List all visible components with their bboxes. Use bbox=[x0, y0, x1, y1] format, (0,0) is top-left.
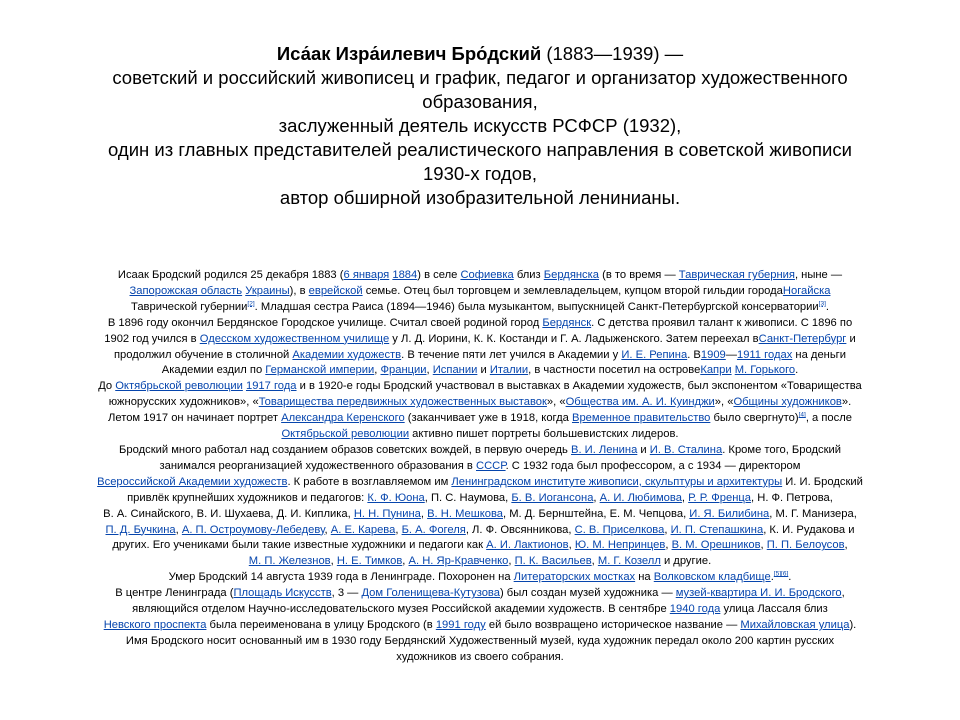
text-segment: , bbox=[665, 539, 672, 552]
body-line bbox=[24, 300, 936, 316]
text-link[interactable]: М. П. Железнов bbox=[248, 555, 331, 568]
text-link[interactable]: Ю. М. Непринцев bbox=[574, 539, 666, 552]
text-segment: . В bbox=[687, 348, 701, 361]
text-link[interactable]: А. И. Лактионов bbox=[486, 539, 569, 552]
text-link[interactable]: Б. А. Фогеля bbox=[401, 523, 466, 536]
text-link[interactable]: СССР bbox=[475, 459, 506, 472]
text-link[interactable]: Октябрьской революции bbox=[281, 428, 410, 441]
text-segment: и в 1920-е годы Бродский участвовал в выставках в Академии художеств, был экспонентом «Товарищества bbox=[296, 380, 862, 393]
text-link[interactable]: 1991 году bbox=[435, 618, 486, 631]
text-link[interactable]: М. Г. Козелл bbox=[597, 555, 661, 568]
text-link[interactable]: Софиевка bbox=[460, 269, 514, 281]
text-link[interactable]: Бердянск bbox=[542, 316, 592, 329]
text-segment: (1883—1939) — bbox=[541, 43, 684, 64]
text-segment: , bbox=[681, 491, 689, 504]
text-segment: , bbox=[395, 523, 402, 536]
body-line bbox=[24, 586, 936, 602]
text-segment: , Н. Ф. Петрова, bbox=[751, 491, 833, 504]
body-line bbox=[24, 507, 936, 523]
text-segment: на bbox=[635, 571, 654, 584]
footnote-link[interactable]: [3] bbox=[818, 300, 826, 308]
body-line bbox=[24, 554, 936, 570]
text-segment: , П. С. Наумова, bbox=[424, 491, 512, 504]
body-line bbox=[24, 363, 936, 379]
text-segment: ) был создан музей художника — bbox=[499, 587, 676, 600]
text-segment: продолжил обучение в столичной bbox=[113, 348, 293, 361]
footnote-link[interactable]: [2] bbox=[247, 300, 255, 308]
text-link[interactable]: С. В. Приселкова bbox=[574, 523, 665, 536]
text-segment: привлёк крупнейших художников и педагогов: bbox=[127, 491, 368, 504]
text-segment: , bbox=[175, 523, 182, 536]
text-segment: ), в bbox=[289, 284, 309, 297]
text-link[interactable]: Площадь Искусств bbox=[233, 587, 332, 600]
text-link[interactable]: Товарищества передвижных художественных выставок bbox=[258, 396, 547, 409]
text-link[interactable]: Александра Керенского bbox=[281, 412, 405, 425]
text-segment: . Кроме того, Бродский bbox=[722, 443, 841, 456]
footnote-link[interactable]: [5][6] bbox=[773, 570, 789, 578]
body-line bbox=[24, 475, 936, 491]
body-line bbox=[24, 379, 936, 395]
text-segment: активно пишет портреты большевистских лидеров. bbox=[409, 428, 679, 441]
text-link[interactable]: В. М. Орешников bbox=[671, 539, 761, 552]
text-segment: . bbox=[788, 571, 792, 584]
text-segment: . С 1932 года был профессором, а с 1934 — директором bbox=[505, 459, 801, 472]
body-line bbox=[24, 634, 936, 650]
body-line bbox=[24, 348, 936, 364]
text-link[interactable]: 1917 года bbox=[245, 380, 297, 393]
text-link[interactable]: Капри bbox=[700, 364, 732, 377]
text-segment: , ныне — bbox=[794, 269, 843, 281]
text-link[interactable]: А. И. Любимова bbox=[599, 491, 682, 504]
body-line bbox=[24, 538, 936, 554]
slide-header bbox=[0, 42, 960, 210]
text-link[interactable]: Общины художников bbox=[733, 396, 842, 409]
body-line bbox=[24, 443, 936, 459]
text-segment: ». bbox=[841, 396, 852, 409]
text-segment: являющийся отделом Научно-исследовательского музея Российской академии художеств. В сентябре bbox=[132, 603, 670, 616]
text-link[interactable]: Санкт-Петербург bbox=[758, 332, 847, 345]
text-segment: », « bbox=[714, 396, 734, 409]
text-segment: , bbox=[591, 555, 598, 568]
text-link[interactable]: Бердянска bbox=[543, 269, 600, 281]
text-segment: В центре Ленинграда ( bbox=[115, 587, 234, 600]
text-segment: , bbox=[568, 539, 575, 552]
text-segment: Умер Бродский 14 августа 1939 года в Ленинграде. Похоронен на bbox=[168, 571, 514, 584]
body-line bbox=[24, 427, 936, 443]
text-link[interactable]: еврейской bbox=[308, 284, 363, 297]
text-segment: было свергнуто) bbox=[710, 412, 799, 425]
text-link[interactable]: Всероссийской Академии художеств bbox=[97, 475, 288, 488]
text-link[interactable]: Испании bbox=[432, 364, 478, 377]
text-segment: Имя Бродского носит основанный им в 1930 году Бердянский Художественный музей, куда художник передал около 200 картин русских bbox=[125, 634, 835, 647]
text-link[interactable]: И. Я. Билибина bbox=[689, 507, 770, 520]
body-line bbox=[24, 650, 936, 666]
text-link[interactable]: Н. Е. Тимков bbox=[336, 555, 403, 568]
text-segment: художников из своего собрания. bbox=[396, 650, 564, 663]
body-line bbox=[24, 618, 936, 634]
text-link[interactable]: Германской империи bbox=[265, 364, 375, 377]
header-line bbox=[0, 66, 960, 90]
body-line bbox=[24, 395, 936, 411]
text-link[interactable]: Волковском кладбище bbox=[653, 571, 771, 584]
text-segment: . В течение пяти лет учился в Академии у bbox=[401, 348, 622, 361]
text-segment: занимался реорганизацией художественного образования в bbox=[159, 459, 476, 472]
text-segment: советский и российский живописец и график, педагог и организатор художественного bbox=[112, 67, 848, 88]
biography-text bbox=[24, 268, 936, 666]
text-segment: один из главных представителей реалистического направления в советской живописи bbox=[108, 139, 852, 160]
text-segment: В. А. Синайского, В. И. Шухаева, Д. И. Киплика, bbox=[103, 507, 354, 520]
text-segment: ) в селе bbox=[417, 269, 461, 281]
body-line bbox=[24, 459, 936, 475]
text-link[interactable]: М. Горького bbox=[734, 364, 796, 377]
body-line bbox=[24, 268, 936, 284]
text-link[interactable]: И. Е. Репина bbox=[621, 348, 688, 361]
person-name: Иса́ак Изра́илевич Бро́дский bbox=[276, 43, 542, 64]
text-link[interactable]: Временное правительство bbox=[571, 412, 711, 425]
text-link[interactable]: Общества им. А. И. Куинджи bbox=[565, 396, 715, 409]
text-segment: Бродский много работал над созданием образов советских вождей, в первую очередь bbox=[119, 443, 571, 456]
text-segment: , bbox=[426, 364, 433, 377]
text-link[interactable]: Б. В. Иогансона bbox=[511, 491, 594, 504]
header-line bbox=[0, 90, 960, 114]
text-link[interactable]: Р. Р. Френца bbox=[688, 491, 752, 504]
text-segment: », « bbox=[546, 396, 566, 409]
text-link[interactable]: Литераторских мостках bbox=[513, 571, 636, 584]
footnote-ref bbox=[247, 300, 254, 307]
text-link[interactable]: А. Е. Карева bbox=[330, 523, 396, 536]
text-segment: Исаак Бродский родился 25 декабря 1883 ( bbox=[117, 269, 344, 281]
text-segment: . К работе в возглавляемом им bbox=[287, 475, 452, 488]
text-segment: , а после bbox=[805, 412, 852, 425]
text-link[interactable]: Италии bbox=[489, 364, 529, 377]
text-segment: и bbox=[637, 443, 650, 456]
footnote-ref bbox=[819, 300, 826, 307]
text-segment: близ bbox=[513, 269, 544, 281]
body-line bbox=[24, 491, 936, 507]
text-link[interactable]: Ногайска bbox=[782, 284, 831, 297]
body-line bbox=[24, 332, 936, 348]
text-segment: , bbox=[760, 539, 767, 552]
text-segment: , К. И. Рудакова и bbox=[763, 523, 855, 536]
text-segment: , bbox=[374, 364, 381, 377]
text-link[interactable]: Украины bbox=[245, 284, 290, 297]
text-link[interactable]: музей-квартира И. И. Бродского bbox=[675, 587, 842, 600]
body-line bbox=[24, 523, 936, 539]
text-segment: , Л. Ф. Овсянникова, bbox=[465, 523, 575, 536]
text-link[interactable]: Франции bbox=[380, 364, 427, 377]
text-segment: ей было возвращено историческое название — bbox=[485, 618, 741, 631]
text-link[interactable]: И. П. Степашкина bbox=[670, 523, 764, 536]
body-line bbox=[24, 570, 936, 586]
header-line bbox=[0, 162, 960, 186]
body-line bbox=[24, 316, 936, 332]
text-segment: у Л. Д. Иорини, К. К. Костанди и Г. А. Ладыженского. Затем переехал в bbox=[389, 332, 759, 345]
text-link[interactable]: 1911 годах bbox=[736, 348, 793, 361]
text-segment: образования, bbox=[422, 91, 538, 112]
text-segment: была переименована в улицу Бродского (в bbox=[206, 618, 436, 631]
text-segment: , М. Г. Манизера, bbox=[769, 507, 857, 520]
text-link[interactable]: Дом Голенищева-Кутузова bbox=[361, 587, 500, 600]
text-segment: (в то время — bbox=[599, 269, 679, 281]
text-segment: , bbox=[844, 539, 848, 552]
text-link[interactable]: Одесском художественном училище bbox=[199, 332, 390, 345]
text-link[interactable]: Невского проспекта bbox=[103, 618, 207, 631]
text-segment: южнорусских художников», « bbox=[108, 396, 259, 409]
text-link[interactable]: В. И. Ленина bbox=[571, 443, 638, 456]
text-segment: 1902 год учился в bbox=[104, 332, 200, 345]
text-segment: И. И. Бродский bbox=[782, 475, 863, 488]
text-link[interactable]: Михайловская улица bbox=[740, 618, 850, 631]
text-segment: 1930-х годов, bbox=[423, 163, 537, 184]
body-line bbox=[24, 602, 936, 618]
text-segment: семье. Отец был торговцем и землевладельцем, купцом второй гильдии города bbox=[362, 284, 783, 297]
text-link[interactable]: 1909 bbox=[700, 348, 726, 361]
text-segment: Таврической губернии bbox=[131, 300, 248, 313]
text-segment: , bbox=[402, 555, 409, 568]
text-link[interactable]: П. К. Васильев bbox=[514, 555, 592, 568]
text-segment: В 1896 году окончил Бердянское Городское училище. Считал своей родиной город bbox=[107, 316, 543, 329]
header-line bbox=[0, 114, 960, 138]
text-segment: До bbox=[98, 380, 116, 393]
text-segment: — bbox=[725, 348, 737, 361]
footnote-ref bbox=[774, 570, 788, 577]
text-segment: (заканчивает уже в 1918, когда bbox=[404, 412, 572, 425]
text-segment: . С детства проявил талант к живописи. С 1896 по bbox=[591, 316, 853, 329]
text-link[interactable]: П. Д. Бучкина bbox=[105, 523, 176, 536]
text-link[interactable]: 6 января bbox=[343, 269, 390, 281]
text-segment: . bbox=[770, 571, 774, 584]
header-line bbox=[0, 42, 960, 66]
text-segment: на деньги bbox=[792, 348, 847, 361]
text-segment: , М. Д. Бернштейна, Е. М. Чепцова, bbox=[503, 507, 690, 520]
text-segment: , в частности посетил на острове bbox=[528, 364, 701, 377]
text-segment: Летом 1917 он начинает портрет bbox=[108, 412, 282, 425]
text-segment: и bbox=[846, 332, 856, 345]
text-link[interactable]: Академии художеств bbox=[292, 348, 402, 361]
text-segment: автор обширной изобразительной ленинианы. bbox=[279, 187, 681, 208]
text-segment: , bbox=[330, 555, 337, 568]
text-segment: и другие. bbox=[660, 555, 712, 568]
body-line bbox=[24, 284, 936, 300]
text-link[interactable]: Октябрьской революции bbox=[115, 380, 243, 393]
text-link[interactable]: 1884 bbox=[392, 269, 418, 281]
text-link[interactable]: Запорожская область bbox=[129, 284, 243, 297]
text-segment: . Младшая сестра Раиса (1894—1946) была музыкантом, выпускницей Санкт-Петербургской консерватории bbox=[254, 300, 819, 313]
text-link[interactable]: В. Н. Мешкова bbox=[427, 507, 503, 520]
text-segment: , bbox=[508, 555, 515, 568]
text-segment: . bbox=[825, 300, 829, 313]
body-line bbox=[24, 411, 936, 427]
text-link[interactable]: И. В. Сталина bbox=[649, 443, 723, 456]
header-line bbox=[0, 138, 960, 162]
text-link[interactable]: Н. Н. Пунина bbox=[353, 507, 421, 520]
text-link[interactable]: А. Н. Яр-Кравченко bbox=[408, 555, 509, 568]
text-link[interactable]: Таврическая губерния bbox=[678, 269, 795, 281]
text-link[interactable]: 1940 года bbox=[669, 603, 721, 616]
text-link[interactable]: К. Ф. Юона bbox=[367, 491, 425, 504]
text-segment: , bbox=[841, 587, 845, 600]
footnote-ref bbox=[799, 411, 806, 418]
text-segment: , bbox=[420, 507, 428, 520]
text-segment: ). bbox=[849, 618, 857, 631]
text-link[interactable]: П. П. Белоусов bbox=[766, 539, 845, 552]
text-segment: , bbox=[664, 523, 671, 536]
text-segment: , bbox=[593, 491, 600, 504]
footnote-link[interactable]: [4] bbox=[798, 411, 806, 419]
text-segment: , 3 — bbox=[331, 587, 362, 600]
text-segment: других. Его учениками были такие известные художники и педагоги как bbox=[112, 539, 487, 552]
header-line bbox=[0, 186, 960, 210]
text-segment: улица Лассаля близ bbox=[720, 603, 828, 616]
text-segment: и bbox=[477, 364, 490, 377]
text-link[interactable]: Ленинградском институте живописи, скульптуры и архитектуры bbox=[451, 475, 783, 488]
text-segment: Академии ездил по bbox=[161, 364, 266, 377]
text-link[interactable]: А. П. Остроумову-Лебедеву bbox=[181, 523, 325, 536]
text-segment: заслуженный деятель искусств РСФСР (1932), bbox=[278, 115, 682, 136]
text-segment: , bbox=[324, 523, 331, 536]
text-segment: . bbox=[795, 364, 799, 377]
